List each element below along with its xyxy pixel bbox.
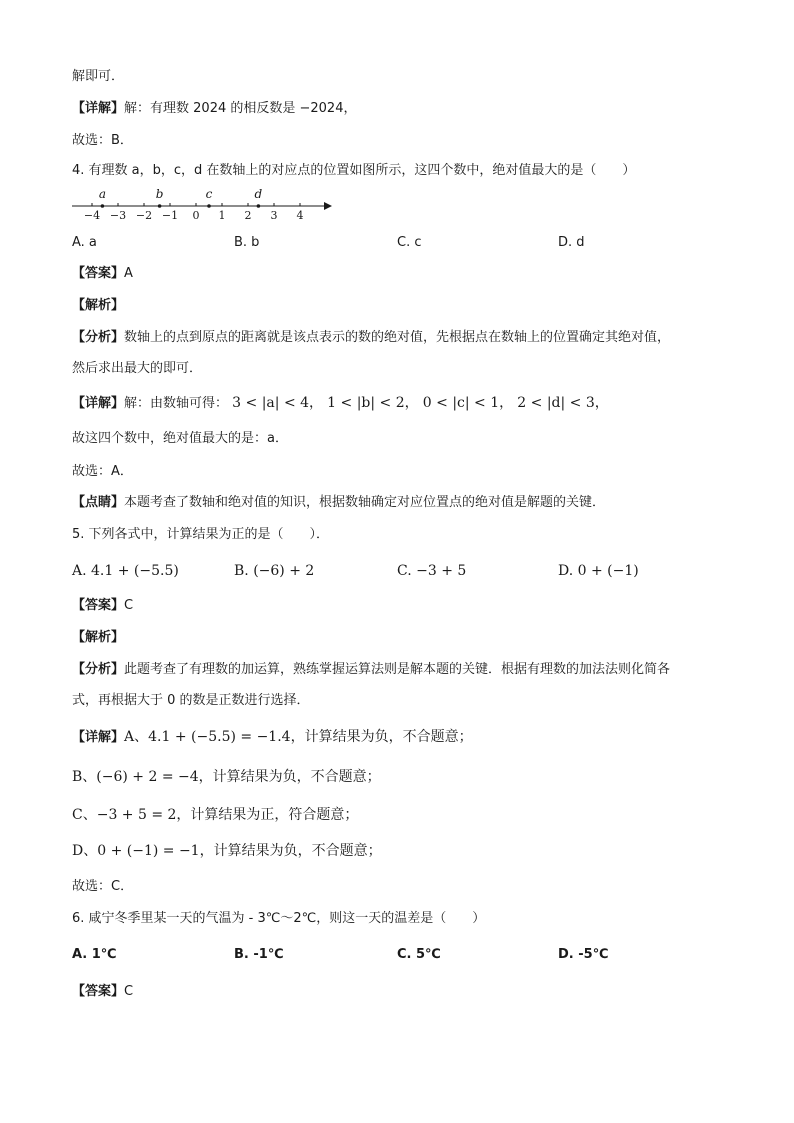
q5-choose: 故选：C． (72, 879, 134, 894)
intro-line-3: 故选：B． (72, 133, 133, 148)
fenxi-text: 此题考查了有理数的加运算，熟练掌握运算法则是解本题的关键．根据有理数的加法法则化简各 (124, 662, 671, 677)
q5-answer (72, 597, 133, 615)
q4-choose: 故选：A． (72, 464, 133, 479)
answer-value: C (124, 984, 134, 999)
q6-stem: 6. 咸宁冬季里某一天的气温为 - 3℃～2℃，则这一天的温差是（ ） (72, 911, 486, 926)
point-label-a: a (98, 187, 106, 201)
q4-dianjing (72, 494, 605, 512)
detail-tag: 【详解】 (72, 101, 125, 116)
inequality-c: 0 < |c| < 1， (422, 395, 514, 411)
detail-a-text: A、4.1 + (−5.5) = −1.4，计算结果为负，不合题意； (124, 729, 473, 745)
point-b (158, 204, 162, 208)
point-d (257, 204, 261, 208)
q5-stem: 5. 下列各式中，计算结果为正的是（ ）． (72, 527, 330, 542)
detail-tag: 【详解】 (72, 396, 125, 411)
tick-label: −2 (135, 209, 153, 222)
intro-line-1: 解即可． (72, 69, 125, 84)
q5-fenxi-line-1 (72, 661, 670, 679)
fenxi-tag: 【分析】 (72, 662, 125, 677)
answer-tag: 【答案】 (72, 598, 125, 613)
q4-fenxi-line-1 (72, 329, 670, 347)
detail-text: 解：有理数 2024 的相反数是 −2024， (124, 101, 357, 116)
number-line-figure (72, 186, 334, 222)
point-label-c: c (205, 187, 213, 201)
q5-detail-a (72, 728, 473, 747)
q5-option-a: A. 4.1 + (−5.5) (72, 563, 179, 579)
tick-label: 0 (192, 209, 200, 222)
q4-option-a: A. a (72, 235, 97, 250)
q5-option-b: B. (−6) + 2 (234, 563, 315, 579)
dianjing-tag: 【点睛】 (72, 495, 125, 510)
answer-tag: 【答案】 (72, 266, 125, 281)
tick-label: 3 (270, 209, 278, 222)
answer-value: A (124, 266, 133, 281)
point-a (101, 204, 105, 208)
tick-label: −4 (83, 209, 101, 222)
q4-detail-line (72, 394, 609, 413)
q4-conclusion: 故这四个数中，绝对值最大的是：a． (72, 431, 288, 446)
q6-option-b: B. -1℃ (234, 947, 284, 962)
q4-analysis-tag: 【解析】 (72, 298, 125, 313)
q4-fenxi-line-2: 然后求出最大的即可． (72, 361, 203, 376)
q4-option-b: B. b (234, 235, 260, 250)
tick-label: 1 (218, 209, 226, 222)
q5-option-d: D. 0 + (−1) (558, 563, 639, 579)
q4-stem: 4. 有理数 a，b，c，d 在数轴上的对应点的位置如图所示，这四个数中，绝对值最大的是（ ） (72, 163, 636, 178)
fenxi-tag: 【分析】 (72, 330, 125, 345)
q6-option-d: D. -5℃ (558, 947, 609, 962)
q6-answer (72, 983, 133, 1001)
tick-label: 4 (296, 209, 304, 222)
answer-value: C (124, 598, 134, 613)
q5-analysis-tag: 【解析】 (72, 630, 125, 645)
point-label-d: d (254, 187, 263, 201)
point-c (207, 204, 211, 208)
inequality-b: 1 < |b| < 2， (327, 395, 419, 411)
q6-option-c: C. 5℃ (397, 947, 441, 962)
q6-option-a: A. 1℃ (72, 947, 117, 962)
number-line-arrow (324, 202, 332, 210)
dianjing-text: 本题考查了数轴和绝对值的知识，根据数轴确定对应位置点的绝对值是解题的关键． (124, 495, 606, 510)
q5-detail-d: D、0 + (−1) = −1，计算结果为负，不合题意； (72, 843, 382, 859)
tick-label: −1 (161, 209, 179, 222)
q5-option-c: C. −3 + 5 (397, 563, 467, 579)
q5-fenxi-line-2: 式，再根据大于 0 的数是正数进行选择． (72, 693, 310, 708)
inequality-a: 3 < |a| < 4， (232, 395, 324, 411)
q4-answer (72, 265, 133, 283)
detail-tag: 【详解】 (72, 730, 125, 745)
point-label-b: b (155, 187, 164, 201)
inequality-d: 2 < |d| < 3， (517, 395, 609, 411)
tick-label: −3 (109, 209, 127, 222)
intro-line-2 (72, 100, 356, 118)
fenxi-text: 数轴上的点到原点的距离就是该点表示的数的绝对值，先根据点在数轴上的位置确定其绝对值， (124, 330, 671, 345)
q5-detail-c: C、−3 + 5 = 2，计算结果为正，符合题意； (72, 807, 359, 823)
answer-tag: 【答案】 (72, 984, 125, 999)
q5-detail-b: B、(−6) + 2 = −4，计算结果为负，不合题意； (72, 769, 381, 785)
q4-option-c: C. c (397, 235, 422, 250)
tick-label: 2 (244, 209, 252, 222)
q4-option-d: D. d (558, 235, 585, 250)
detail-pre: 解：由数轴可得： (124, 396, 229, 411)
